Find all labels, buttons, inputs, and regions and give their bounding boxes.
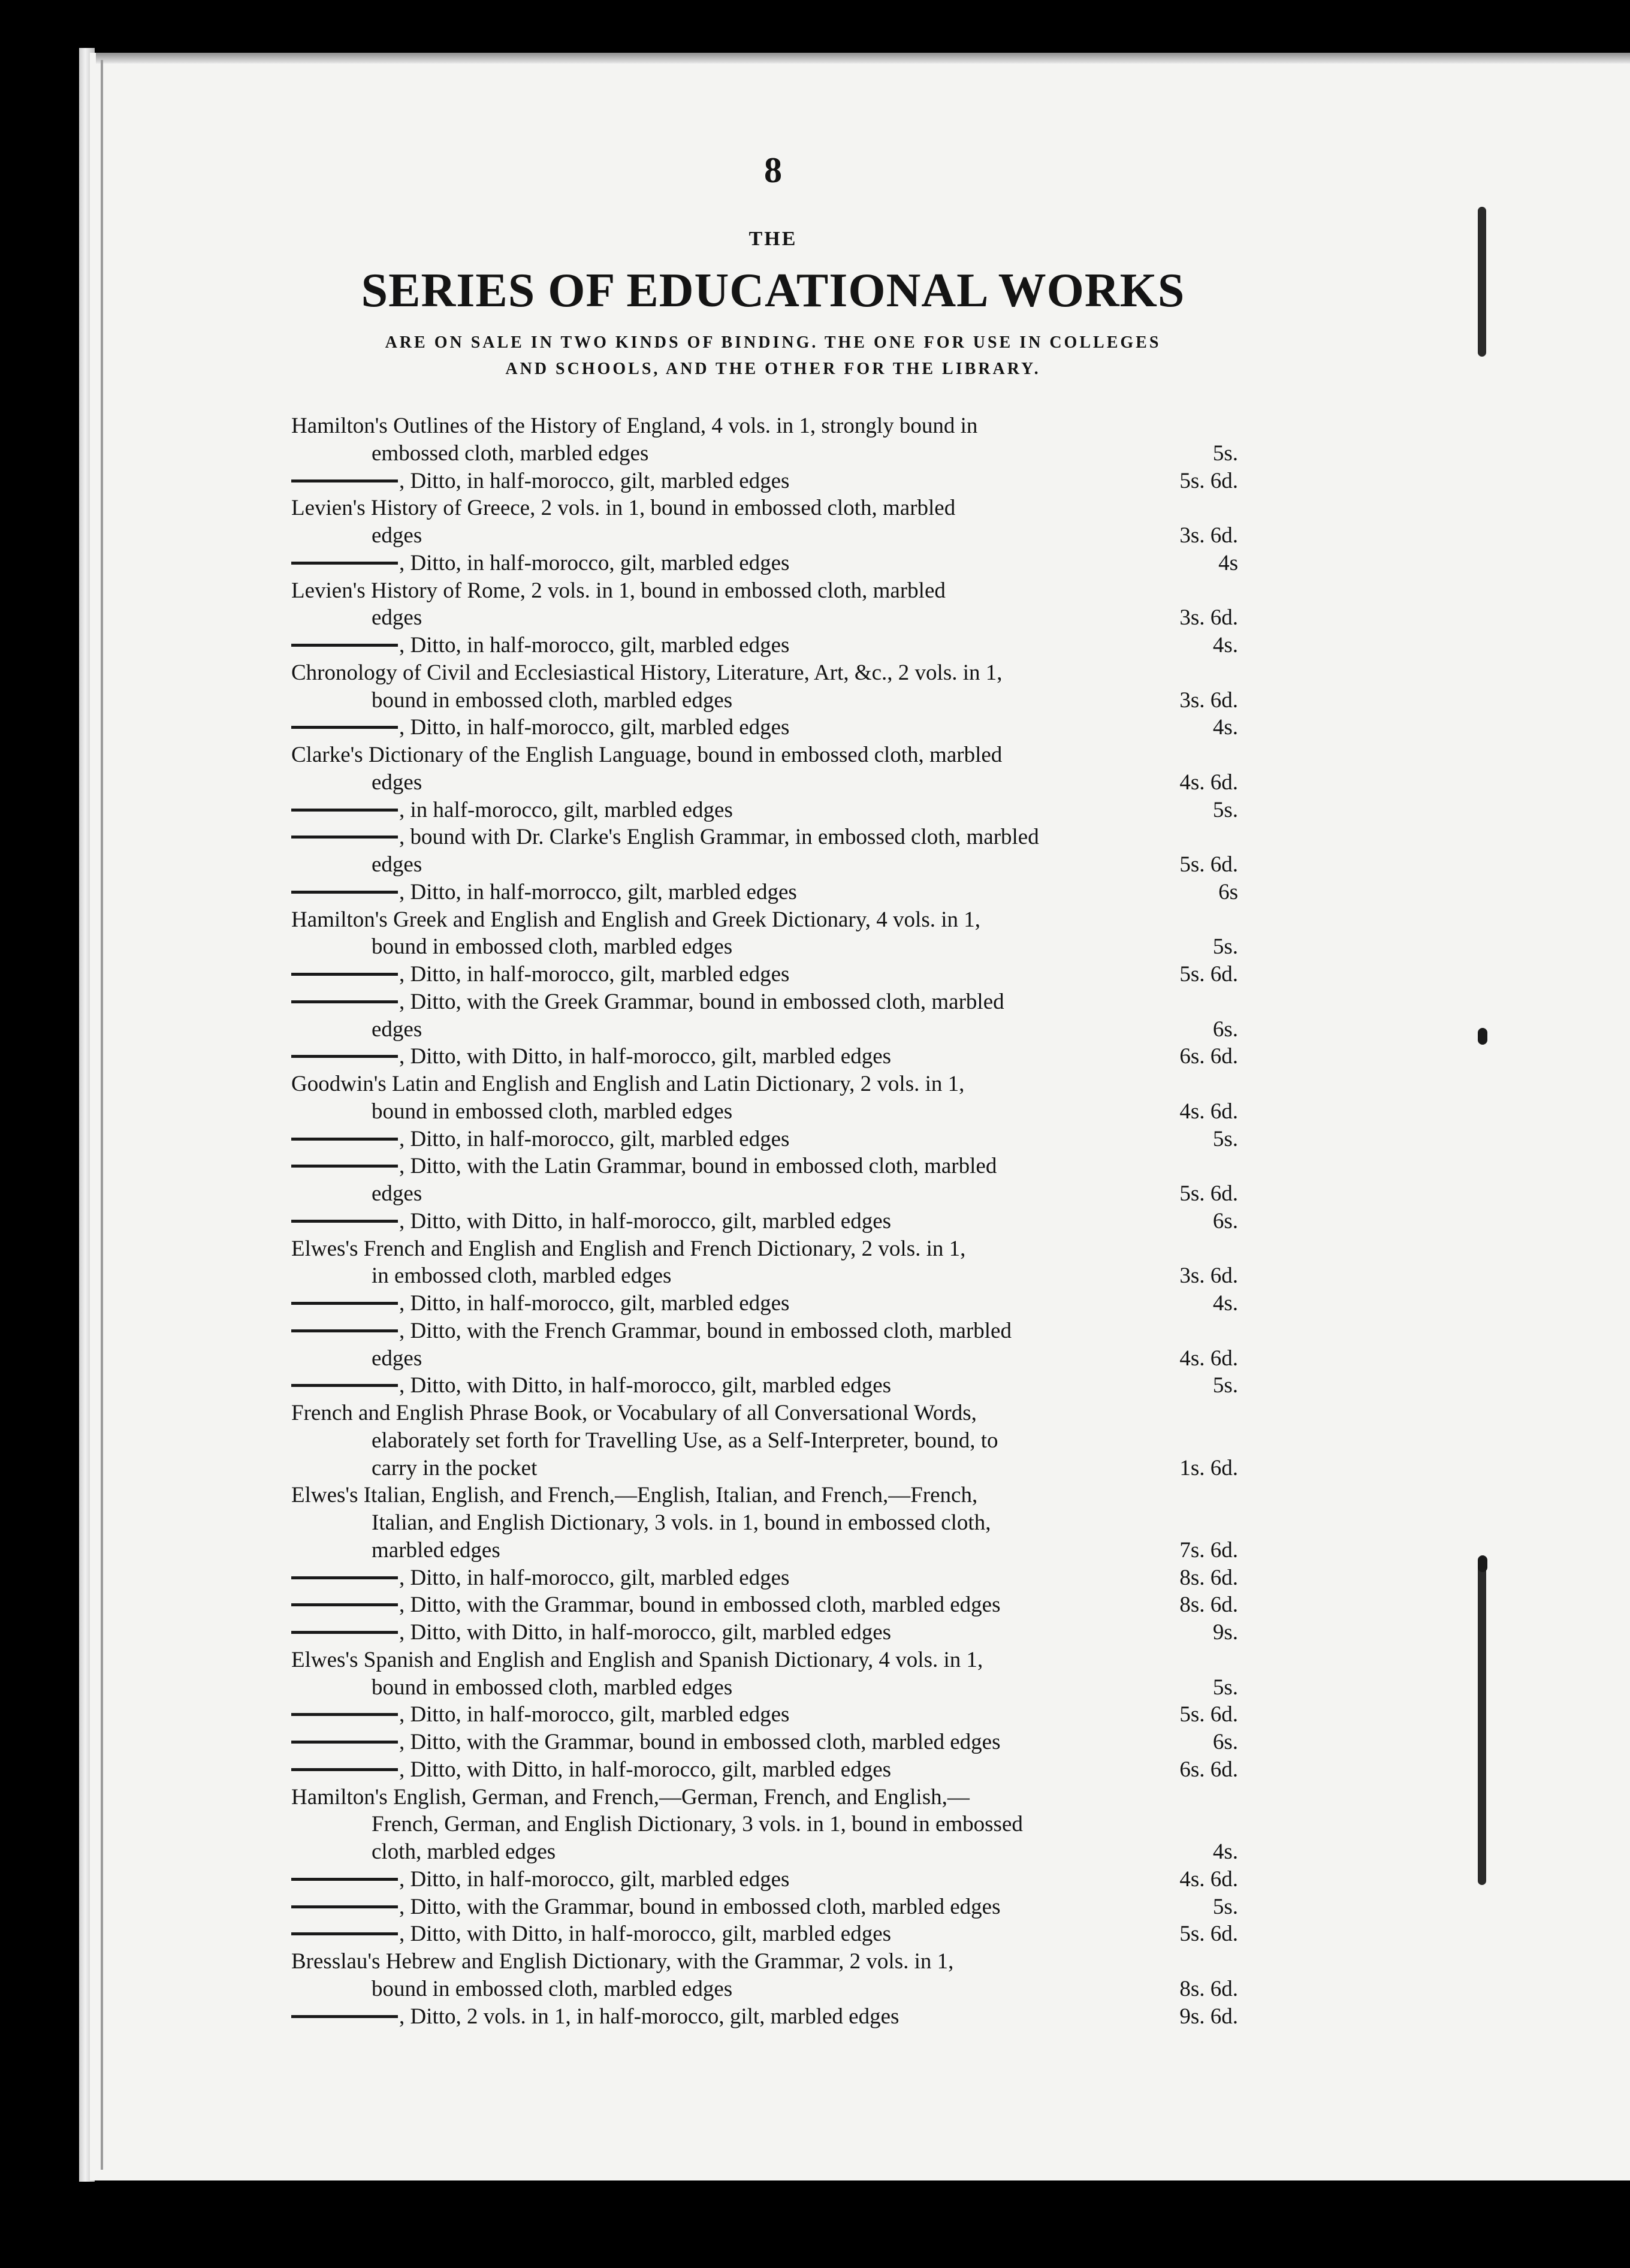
catalogue-price: 5s. 6d. (1176, 468, 1238, 495)
page-number: 8 (764, 150, 782, 190)
catalogue-entry-text: , Ditto, in half-morocco, gilt, marbled edges (399, 1291, 790, 1316)
catalogue-entry-text: Clarke's Dictionary of the English Language, bound in embossed cloth, marbled (291, 743, 1003, 767)
catalogue-entry-text: carry in the pocket (372, 1455, 538, 1480)
catalogue-entry-text: , Ditto, in half-morrocco, gilt, marbled edges (399, 879, 797, 904)
catalogue-entry-text: , Ditto, with Ditto, in half-morocco, gilt, marbled edges (399, 1044, 892, 1069)
margin-scratch-mark (1478, 207, 1486, 357)
catalogue-line (291, 906, 1238, 934)
catalogue-price: 9s. (1209, 1619, 1238, 1646)
catalogue-line (291, 824, 1238, 851)
ditto-rule (291, 1878, 398, 1881)
catalogue-entry-text: Levien's History of Rome, 2 vols. in 1, bound in embossed cloth, marbled (291, 578, 946, 603)
catalogue-line (291, 687, 1238, 714)
catalogue-price: 3s. 6d. (1176, 1262, 1238, 1290)
catalogue-line (291, 1317, 1238, 1345)
catalogue-line (291, 1208, 1238, 1235)
catalogue-entry-text: edges (372, 1346, 422, 1371)
catalogue-price: 5s. (1209, 1126, 1238, 1153)
catalogue-line (291, 1976, 1238, 2003)
catalogue-line (291, 1948, 1238, 1976)
catalogue-entry-text: , Ditto, in half-morocco, gilt, marbled edges (399, 1702, 790, 1727)
catalogue-entry-text: bound in embossed cloth, marbled edges (372, 934, 733, 960)
ditto-rule (291, 479, 398, 482)
catalogue-line (291, 577, 1238, 605)
subtitle-line-1: ARE ON SALE IN TWO KINDS OF BINDING. THE ONE FOR USE IN COLLEGES (385, 333, 1161, 352)
catalogue-price: 5s. 6d. (1176, 1180, 1238, 1208)
catalogue-line (291, 1016, 1238, 1043)
catalogue-line (291, 1427, 1238, 1455)
ditto-rule (291, 1603, 398, 1606)
ditto-rule (291, 1631, 398, 1634)
catalogue-line (291, 1646, 1238, 1674)
catalogue-entry-text: cloth, marbled edges (372, 1839, 556, 1864)
catalogue-entry-text: , Ditto, in half-morocco, gilt, marbled edges (399, 1565, 790, 1590)
catalogue-entry-text: bound in embossed cloth, marbled edges (372, 1976, 733, 2001)
catalogue-price: 6s. 6d. (1176, 1043, 1238, 1070)
catalogue-entry-text: bound in embossed cloth, marbled edges (372, 1099, 733, 1124)
catalogue-line (291, 1043, 1238, 1070)
catalogue-entry-text: , Ditto, with Ditto, in half-morocco, gilt, marbled edges (399, 1620, 892, 1645)
catalogue-price: 5s. (1209, 933, 1238, 961)
catalogue-price: 6s (1215, 879, 1238, 906)
ditto-rule (291, 1384, 398, 1387)
catalogue-price: 5s. (1209, 1372, 1238, 1400)
catalogue-entry-text: marbled edges (372, 1537, 500, 1563)
subtitle-line-2: AND SCHOOLS, AND THE OTHER FOR THE LIBRARY. (505, 360, 1041, 378)
catalogue-line (291, 1866, 1238, 1893)
catalogue-entry-text: , Ditto, in half-morocco, gilt, marbled edges (399, 1866, 790, 1892)
ditto-rule (291, 891, 398, 894)
catalogue-entry-text: , Ditto, with the Latin Grammar, bound in embossed cloth, marbled (399, 1154, 997, 1179)
catalogue-price: 9s. 6d. (1176, 2003, 1238, 2031)
catalogue-entry-text: edges (372, 852, 422, 877)
ditto-rule (291, 1768, 398, 1771)
margin-dot-mark (1478, 1555, 1487, 1572)
ditto-rule (291, 2015, 398, 2018)
catalogue-entry-text: Elwes's French and English and English and French Dictionary, 2 vols. in 1, (291, 1236, 966, 1261)
heading-the: THE (748, 228, 798, 250)
catalogue-entry-text: , Ditto, in half-morocco, gilt, marbled edges (399, 468, 790, 493)
catalogue-line (291, 604, 1238, 632)
catalogue-entry-text: Goodwin's Latin and English and English and Latin Dictionary, 2 vols. in 1, (291, 1072, 965, 1096)
catalogue-entry-text: edges (372, 1181, 422, 1206)
catalogue-line (291, 2003, 1238, 2031)
catalogue-entry-text: , Ditto, with Ditto, in half-morocco, gilt, marbled edges (399, 1373, 892, 1398)
catalogue-price: 6s. (1209, 1208, 1238, 1235)
catalogue-line (291, 988, 1238, 1016)
catalogue-line (291, 1262, 1238, 1290)
catalogue-line (291, 522, 1238, 550)
catalogue-line (291, 468, 1238, 495)
ditto-rule (291, 1055, 398, 1058)
catalogue-entry-text: bound in embossed cloth, marbled edges (372, 687, 733, 713)
catalogue-line (291, 714, 1238, 741)
catalogue-price: 8s. 6d. (1176, 1591, 1238, 1619)
catalogue-price: 3s. 6d. (1176, 604, 1238, 632)
catalogue-entry-text: edges (372, 523, 422, 548)
catalogue-price: 3s. 6d. (1176, 522, 1238, 550)
catalogue-line (291, 1509, 1238, 1537)
catalogue-price: 5s. (1209, 440, 1238, 468)
catalogue-line (291, 1290, 1238, 1317)
catalogue-entry-text: , Ditto, with the Greek Grammar, bound in embossed cloth, marbled (399, 989, 1004, 1014)
ditto-rule (291, 1000, 398, 1003)
catalogue-entry-text: bound in embossed cloth, marbled edges (372, 1675, 733, 1700)
catalogue-line (291, 1537, 1238, 1564)
catalogue-line (291, 1455, 1238, 1482)
page-title: SERIES OF EDUCATIONAL WORKS (361, 264, 1185, 317)
catalogue-price: 5s. (1209, 797, 1238, 824)
catalogue-entry-text: , Ditto, with Ditto, in half-morocco, gilt, marbled edges (399, 1757, 892, 1782)
catalogue-entry-text: Elwes's Spanish and English and English and Spanish Dictionary, 4 vols. in 1, (291, 1647, 983, 1672)
catalogue-line (291, 1701, 1238, 1729)
ditto-rule (291, 1138, 398, 1141)
catalogue-price: 4s. 6d. (1176, 769, 1238, 797)
catalogue-entry-text: Hamilton's English, German, and French,—German, French, and English,— (291, 1784, 970, 1809)
catalogue-price: 7s. 6d. (1176, 1537, 1238, 1564)
catalogue-line (291, 1345, 1238, 1373)
catalogue-line (291, 1098, 1238, 1126)
catalogue-entry-text: , Ditto, in half-morocco, gilt, marbled edges (399, 550, 790, 575)
catalogue-line (291, 1372, 1238, 1400)
catalogue-entry-text: in embossed cloth, marbled edges (372, 1263, 672, 1289)
catalogue-line (291, 1126, 1238, 1153)
ditto-rule (291, 1329, 398, 1332)
catalogue-entry-text: , in half-morocco, gilt, marbled edges (399, 797, 733, 822)
catalogue-price: 1s. 6d. (1176, 1455, 1238, 1482)
catalogue-price: 4s. 6d. (1176, 1866, 1238, 1893)
ditto-rule (291, 562, 398, 565)
ditto-rule (291, 1713, 398, 1716)
catalogue-entry-text: edges (372, 605, 422, 631)
catalogue-line (291, 797, 1238, 824)
ditto-rule (291, 836, 398, 839)
catalogue-listing (291, 412, 1238, 2030)
catalogue-line (291, 851, 1238, 879)
catalogue-line (291, 1893, 1238, 1921)
catalogue-line (291, 494, 1238, 522)
catalogue-price: 4s. (1209, 632, 1238, 659)
catalogue-line (291, 1811, 1238, 1838)
catalogue-price: 5s. (1209, 1674, 1238, 1702)
catalogue-line (291, 440, 1238, 468)
catalogue-price: 6s. (1209, 1729, 1238, 1756)
catalogue-line (291, 412, 1238, 440)
catalogue-entry-text: , Ditto, with the Grammar, bound in embossed cloth, marbled edges (399, 1730, 1001, 1754)
catalogue-line (291, 1564, 1238, 1592)
ditto-rule (291, 1905, 398, 1908)
catalogue-line (291, 933, 1238, 961)
catalogue-line (291, 1784, 1238, 1811)
catalogue-entry-text: embossed cloth, marbled edges (372, 441, 649, 466)
catalogue-line (291, 1591, 1238, 1619)
catalogue-line (291, 1482, 1238, 1509)
catalogue-price: 4s. (1209, 714, 1238, 741)
catalogue-entry-text: edges (372, 1017, 422, 1042)
catalogue-line (291, 1235, 1238, 1263)
page-top-shadow (96, 53, 1630, 64)
catalogue-line (291, 1756, 1238, 1784)
catalogue-entry-text: , bound with Dr. Clarke's English Grammar, in embossed cloth, marbled (399, 825, 1039, 850)
catalogue-line (291, 1920, 1238, 1948)
catalogue-entry-text: elaborately set forth for Travelling Use, as a Self-Interpreter, bound, to (372, 1428, 998, 1453)
catalogue-price: 6s. 6d. (1176, 1756, 1238, 1784)
catalogue-entry-text: , Ditto, in half-morocco, gilt, marbled edges (399, 962, 790, 987)
margin-scratch-mark (1478, 1561, 1486, 1885)
catalogue-entry-text: Chronology of Civil and Ecclesiastical History, Literature, Art, &c., 2 vols. in 1, (291, 660, 1003, 685)
catalogue-entry-text: , Ditto, in half-morocco, gilt, marbled edges (399, 1126, 790, 1151)
catalogue-price: 5s. 6d. (1176, 1701, 1238, 1729)
catalogue-line (291, 1180, 1238, 1208)
catalogue-entry-text: , Ditto, with the Grammar, bound in embossed cloth, marbled edges (399, 1894, 1001, 1919)
ditto-rule (291, 726, 398, 729)
catalogue-price: 4s. 6d. (1176, 1345, 1238, 1373)
catalogue-line (291, 961, 1238, 988)
catalogue-entry-text: Levien's History of Greece, 2 vols. in 1, bound in embossed cloth, marbled (291, 496, 956, 521)
ditto-rule (291, 1220, 398, 1223)
ditto-rule (291, 1165, 398, 1168)
catalogue-line (291, 1153, 1238, 1180)
catalogue-entry-text: , Ditto, in half-morocco, gilt, marbled edges (399, 633, 790, 658)
ditto-rule (291, 644, 398, 647)
ditto-rule (291, 1741, 398, 1744)
catalogue-price: 5s. 6d. (1176, 851, 1238, 879)
catalogue-price: 5s. (1209, 1893, 1238, 1921)
ditto-rule (291, 1932, 398, 1935)
catalogue-entry-text: Hamilton's Outlines of the History of England, 4 vols. in 1, strongly bound in (291, 414, 978, 438)
catalogue-entry-text: French, German, and English Dictionary, 3 vols. in 1, bound in embossed (372, 1812, 1023, 1837)
catalogue-entry-text: Italian, and English Dictionary, 3 vols. in 1, bound in embossed cloth, (372, 1510, 991, 1535)
catalogue-line (291, 1400, 1238, 1427)
catalogue-line (291, 1619, 1238, 1646)
catalogue-line (291, 879, 1238, 906)
ditto-rule (291, 973, 398, 976)
catalogue-line (291, 1729, 1238, 1756)
ditto-rule (291, 809, 398, 812)
catalogue-entry-text: , Ditto, in half-morocco, gilt, marbled edges (399, 715, 790, 740)
catalogue-entry-text: , Ditto, with the Grammar, bound in embossed cloth, marbled edges (399, 1593, 1001, 1618)
catalogue-line (291, 741, 1238, 769)
page-gutter-line (101, 60, 103, 2170)
catalogue-entry-text: , Ditto, with the French Grammar, bound in embossed cloth, marbled (399, 1318, 1012, 1343)
catalogue-price: 4s (1215, 550, 1238, 577)
catalogue-entry-text: Bresslau's Hebrew and English Dictionary, with the Grammar, 2 vols. in 1, (291, 1949, 954, 1974)
catalogue-price: 6s. (1209, 1016, 1238, 1043)
catalogue-entry-text: , Ditto, with Ditto, in half-morocco, gilt, marbled edges (399, 1922, 892, 1947)
catalogue-price: 8s. 6d. (1176, 1564, 1238, 1592)
ditto-rule (291, 1576, 398, 1579)
catalogue-line (291, 632, 1238, 659)
catalogue-price: 5s. 6d. (1176, 961, 1238, 988)
catalogue-line (291, 769, 1238, 797)
margin-dot-mark (1478, 1028, 1487, 1045)
catalogue-entry-text: , Ditto, with Ditto, in half-morocco, gilt, marbled edges (399, 1208, 892, 1233)
catalogue-entry-text: , Ditto, 2 vols. in 1, in half-morocco, gilt, marbled edges (399, 2004, 899, 2029)
ditto-rule (291, 1302, 398, 1305)
catalogue-entry-text: French and English Phrase Book, or Vocabulary of all Conversational Words, (291, 1401, 977, 1425)
catalogue-line (291, 1674, 1238, 1702)
catalogue-line (291, 1838, 1238, 1866)
catalogue-price: 8s. 6d. (1176, 1976, 1238, 2003)
catalogue-price: 4s. (1209, 1838, 1238, 1866)
catalogue-price: 5s. 6d. (1176, 1920, 1238, 1948)
catalogue-price: 3s. 6d. (1176, 687, 1238, 714)
catalogue-entry-text: Hamilton's Greek and English and English and Greek Dictionary, 4 vols. in 1, (291, 907, 981, 932)
catalogue-line (291, 659, 1238, 687)
catalogue-line (291, 550, 1238, 577)
catalogue-entry-text: Elwes's Italian, English, and French,—English, Italian, and French,—French, (291, 1483, 978, 1508)
catalogue-entry-text: edges (372, 770, 422, 795)
catalogue-price: 4s. (1209, 1290, 1238, 1317)
catalogue-line (291, 1070, 1238, 1098)
catalogue-price: 4s. 6d. (1176, 1098, 1238, 1126)
